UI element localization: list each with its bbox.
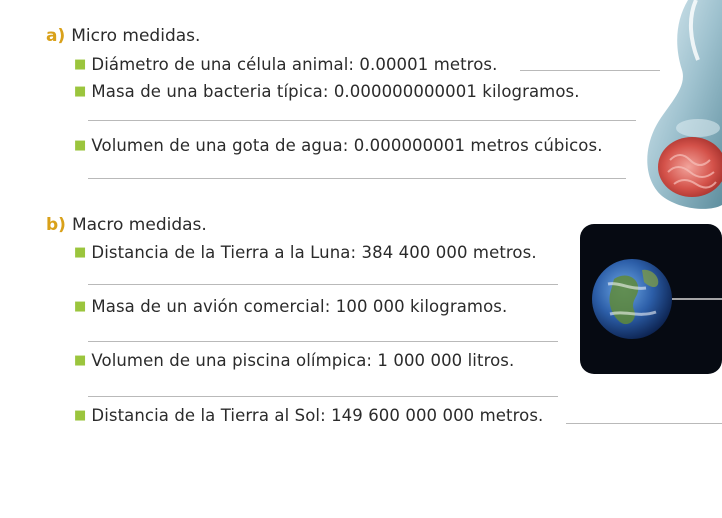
answer-line[interactable]: [88, 120, 636, 121]
section-b-heading: [46, 215, 207, 235]
list-item: [74, 136, 603, 155]
section-a-title: Micro medidas.: [71, 26, 201, 46]
item-text: Masa de una bacteria típica: 0.000000000001 kilogramos.: [91, 82, 580, 101]
section-a-heading: [46, 26, 200, 46]
section-a-letter: a): [46, 26, 66, 46]
answer-line[interactable]: [88, 178, 626, 179]
item-text: Volumen de una gota de agua: 0.000000001 metros cúbicos.: [91, 136, 603, 155]
list-item: [74, 297, 507, 316]
answer-line[interactable]: [88, 396, 558, 397]
list-item: [74, 351, 514, 370]
bullet-icon: ■: [74, 408, 87, 423]
answer-line[interactable]: [88, 341, 558, 342]
answer-line[interactable]: [566, 423, 722, 424]
cell-droplet-image: [618, 0, 722, 212]
earth-space-image: [580, 224, 722, 374]
bullet-icon: ■: [74, 57, 87, 72]
bullet-icon: ■: [74, 84, 87, 99]
item-text: Distancia de la Tierra a la Luna: 384 400 000 metros.: [91, 243, 537, 262]
bullet-icon: ■: [74, 353, 87, 368]
item-text: Distancia de la Tierra al Sol: 149 600 000 000 metros.: [91, 406, 544, 425]
section-b-title: Macro medidas.: [71, 215, 207, 235]
bullet-icon: ■: [74, 138, 87, 153]
answer-line[interactable]: [88, 284, 558, 285]
list-item: [74, 82, 580, 101]
list-item: [74, 243, 537, 262]
bullet-icon: ■: [74, 245, 87, 260]
section-b-letter: b): [46, 215, 66, 235]
bullet-icon: ■: [74, 299, 87, 314]
list-item: [74, 406, 543, 425]
list-item: [74, 55, 497, 74]
item-text: Diámetro de una célula animal: 0.00001 metros.: [91, 55, 498, 74]
item-text: Masa de un avión comercial: 100 000 kilogramos.: [91, 297, 508, 316]
item-text: Volumen de una piscina olímpica: 1 000 000 litros.: [91, 351, 515, 370]
